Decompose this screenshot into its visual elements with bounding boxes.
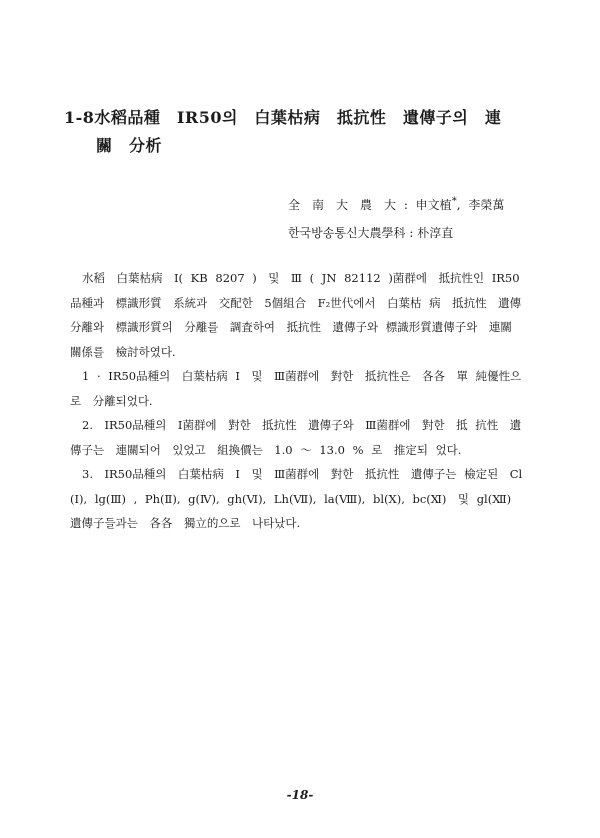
corresponding-author-mark: * bbox=[451, 196, 457, 207]
author-line-1-text: 全 南 大 農 大 : 申文植 bbox=[288, 198, 452, 212]
finding-item-2: 2. IR50品種의 Ⅰ菌群에 對한 抵抗性 遺傳子와 Ⅲ菌群에 對한 抵 抗性 遺傳子는 連關되어 있었고 組換價는 1.0 ～ 13.0 % 로 推定되 었다. bbox=[70, 418, 522, 457]
finding-item-1: 1 · IR50品種의 白葉枯病 Ⅰ 및 Ⅲ菌群에 對한 抵抗性은 各各 單 純優性으로 分離되었다. bbox=[70, 369, 522, 408]
abstract-intro: 水稻 白葉枯病 Ⅰ( KB 8207 ) 및 Ⅲ ( JN 82112 )菌群에 抵抗性인 IR50品種과 標識形質 系統과 交配한 5個組合 F₂世代에서 白葉枯 病 抵抗性 遺傳分離와 標識形質의 分離를 調査하여 抵抗性 遺傳子와 標識形質遺傳子와 連關 關係를 檢討하였다. bbox=[70, 271, 524, 359]
author-line-1-coauthor: , 李榮萬 bbox=[456, 198, 505, 212]
author-line-2: 한국방송통신大農學科 : 朴淳直 bbox=[288, 226, 454, 240]
paper-title bbox=[64, 104, 544, 160]
page-number: -18- bbox=[286, 788, 314, 802]
author-block bbox=[288, 188, 558, 247]
finding-item-3: 3. IR50品種의 白葉枯病 Ⅰ 및 Ⅲ菌群에 對한 抵抗性 遺傳子는 檢定된 Cl (Ⅰ), lg(Ⅲ) , Ph(Ⅱ), g(Ⅳ), gh(Ⅵ), Lh(Ⅶ), la(Ⅷ), bl(Ⅹ), bc(Ⅺ) 및 gl(Ⅻ) 遺傳子들과는 各各 獨立的으로 나타났다. bbox=[70, 467, 523, 530]
author-line-1 bbox=[288, 188, 558, 219]
paper-title-line-1: 1-8水稻品種 IR50의 白葉枯病 抵抗性 遺傳子의 連 bbox=[64, 108, 502, 127]
abstract-body bbox=[70, 266, 530, 536]
paper-title-line-2: 關 分析 bbox=[96, 136, 163, 155]
